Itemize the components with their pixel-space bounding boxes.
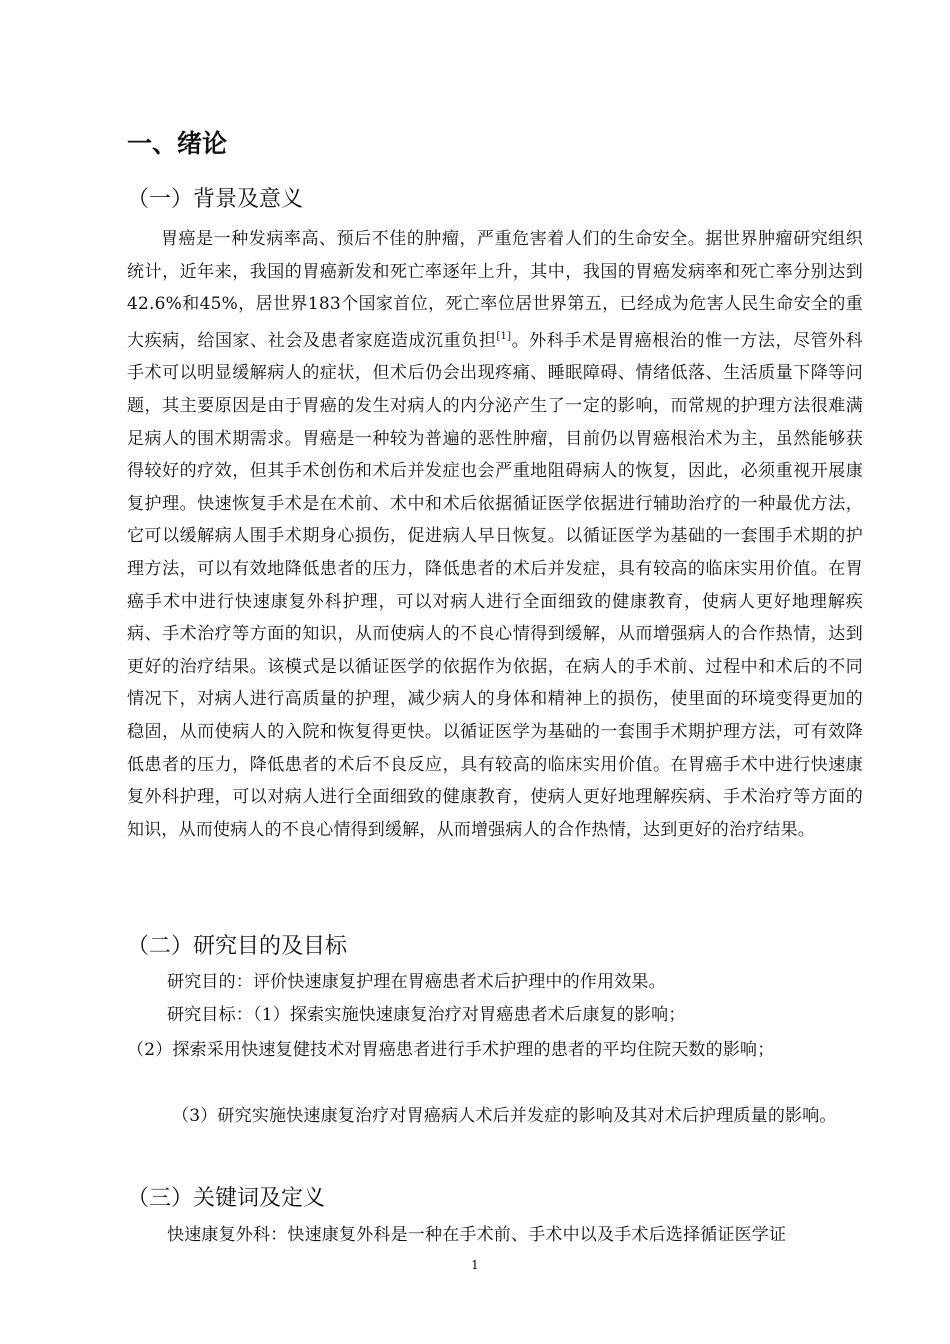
research-goal-3-text: （3）研究实施快速康复治疗对胃癌病人术后并发症的影响及其对术后护理质量的影响。	[172, 1106, 837, 1126]
keyword-definition: 快速康复外科：快速康复外科是一种在手术前、手术中以及手术后选择循证医学证	[167, 1225, 787, 1245]
research-purpose: 研究目的：评价快速康复护理在胃癌患者术后护理中的作用效果。	[167, 972, 666, 992]
research-goal-2-text: （2）探索采用快速复健技术对胃癌患者进行手术护理的患者的平均住院天数的影响；	[127, 1040, 775, 1060]
background-text-part2: 。外科手术是胃癌根治的惟一方法，尽管外科手术可以明显缓解病人的症状，但术后仍会出现疼痛、睡眠障碍、情绪低落、生活质量下降等问题，其主要原因是由于胃癌的发生对病人的内分泌产生了一定的影响，而常规的护理方法很难满足病人的围术期需求。胃癌是一种较为普遍的恶性肿瘤，目前仍以胃癌根治术为主，虽然能够获得较好的疗效，但其手术创伤和术后并发症也会严重地阻碍病人的恢复，因此，必须重视开展康复护理。快速恢复手术是在术前、术中和术后依据循证医学依据进行辅助治疗的一种最优方法，它可以缓解病人围手术期身心损伤，促进病人早日恢复。以循证医学为基础的一套围手术期的护理方法，可以有效地降低患者的压力，降低患者的术后并发症，具有较高的临床实用价值。在胃癌手术中进行快速康复外科护理，可以对病人进行全面细致的健康教育，使病人更好地理解疾病、手术治疗等方面的知识，从而使病人的不良心情得到缓解，从而增强病人的合作热情，达到更好的治疗结果。该模式是以循证医学的依据作为依据，在病人的手术前、过程中和术后的不同情况下，对病人进行高质量的护理，减少病人的身体和精神上的损伤，使里面的环境变得更加的稳固，从而使病人的入院和恢复得更快。以循证医学为基础的一套围手术期护理方法，可有效降低患者的压力，降低患者的术后不良反应，具有较高的临床实用价值。在胃癌手术中进行快速康复外科护理，可以对病人进行全面细致的健康教育，使病人更好地理解疾病、手术治疗等方面的知识，从而使病人的不良心情得到缓解，从而增强病人的合作热情，达到更好的治疗结果。	[127, 330, 864, 840]
chapter-heading: 一、绪论	[127, 129, 228, 158]
research-goal-1: 研究目标：（1）探索实施快速康复治疗对胃癌患者术后康复的影响；	[167, 1005, 686, 1025]
section-heading-background: （一）背景及意义	[127, 187, 304, 212]
citation-ref[interactable]: [1]	[496, 330, 512, 342]
page-number: 1	[471, 1258, 479, 1272]
section-heading-objectives: （二）研究目的及目标	[127, 934, 348, 959]
background-paragraph	[127, 223, 863, 846]
section-heading-keywords: （三）关键词及定义	[127, 1186, 326, 1211]
research-goal-2	[127, 1034, 863, 1067]
research-goal-3	[127, 1100, 863, 1133]
background-text-part1: 胃癌是一种发病率高、预后不佳的肿瘤，严重危害着人们的生命安全。据世界肿瘤研究组织统计，近年来，我国的胃癌新发和死亡率逐年上升，其中，我国的胃癌发病率和死亡率分别达到42.6%和45%，居世界183个国家首位，死亡率位居世界第五，已经成为危害人民生命安全的重大疾病，给国家、社会及患者家庭造成沉重负担	[127, 229, 863, 351]
